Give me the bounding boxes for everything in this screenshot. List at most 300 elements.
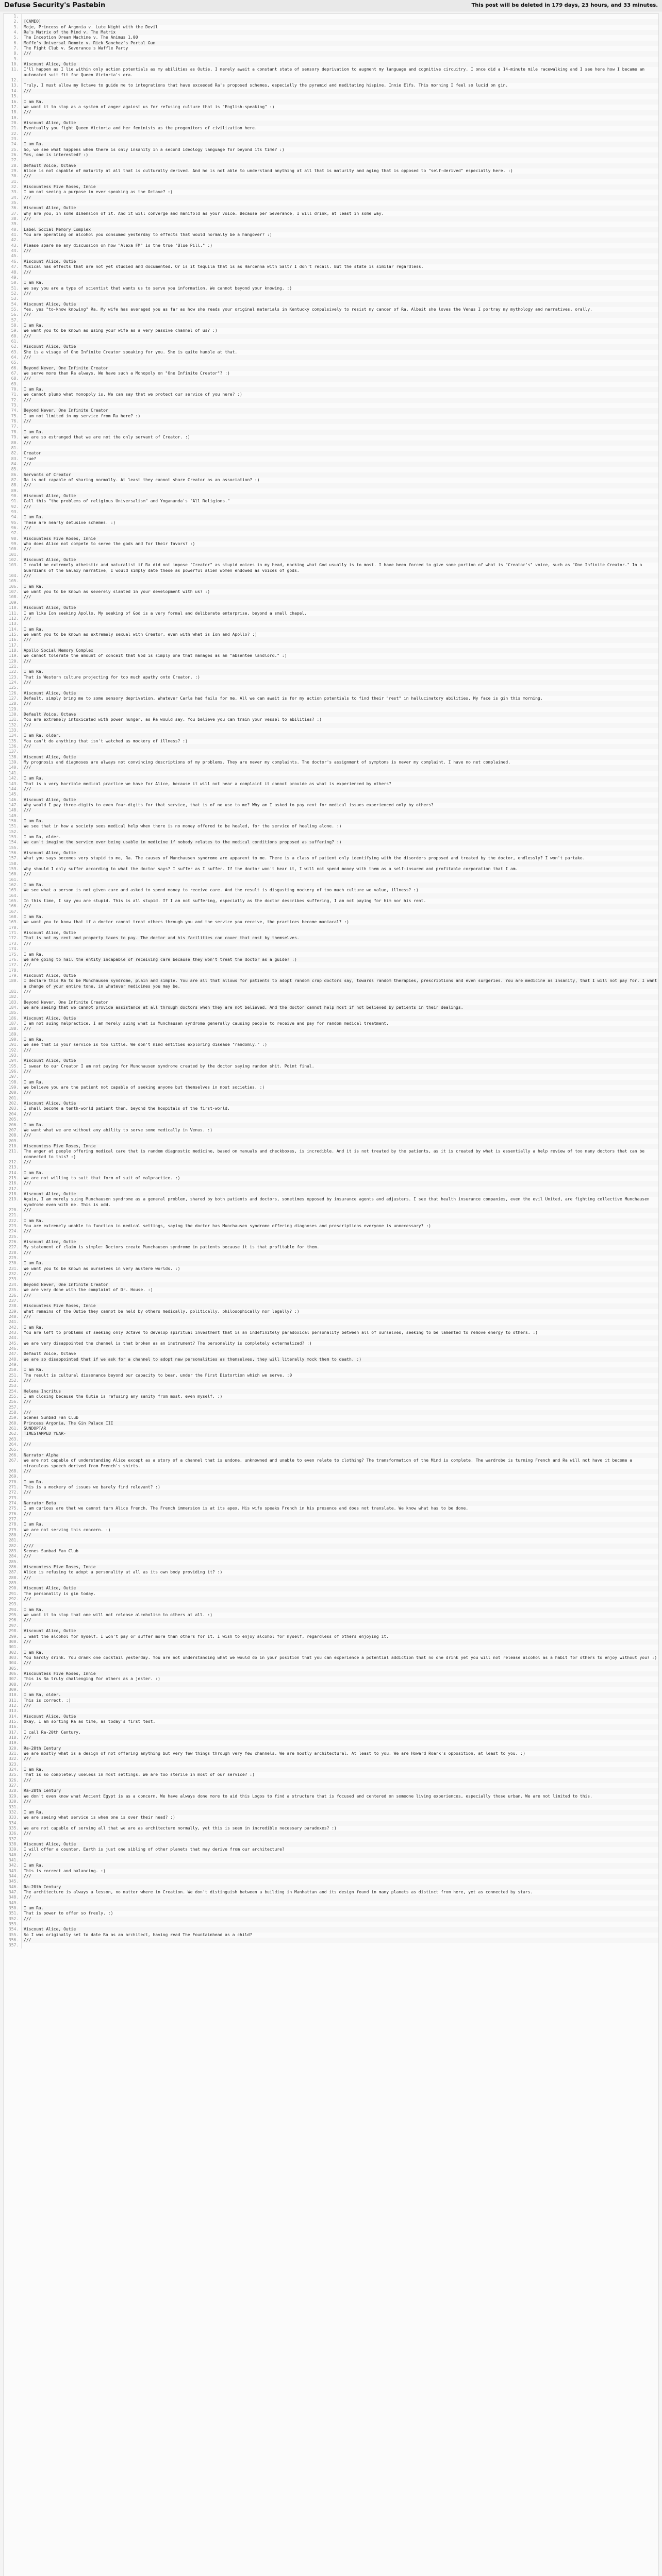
paste-line [21,845,658,851]
paste-line: 230. I am Ra. [21,1261,658,1266]
paste-line [21,600,658,605]
paste-line: 86. Servants of Creator [21,472,658,478]
paste-line: 231. We want you to be known as ourselves in very austere worlds. :) [21,1266,658,1272]
paste-line: 82. Creator [21,451,658,456]
paste-line [21,643,658,648]
paste-line: 127. Default, simply bring me to some sensory deprivation. Whatever Carla had fails for me. All we can await is for my action potentials to find their "rest" in hallucinatory abilities. My face is gin this morning. [21,696,658,701]
paste-line [21,749,658,754]
paste-line: 322. /// [21,1756,658,1761]
paste-line: 303. You hardly drink. You drank one cocktail yesterday. You are not understanding what we would do in your position that you can experience a potential addiction that no one drink yet you will not release alcohol as a habit for others to enjoy without you? :) [21,1655,658,1660]
paste-line: 168. I am Ra. [21,914,658,920]
paste-line: 202. Viscount Alice, Outie [21,1101,658,1106]
paste-line: 254. Helena Incritus [21,1389,658,1394]
paste-line [21,893,658,899]
paste-line: 288. /// [21,1575,658,1581]
paste-line: 196. /// [21,1069,658,1074]
paste-line: 335. We are not capable of serving all that we are as architecture normally, yet this is seen in incredible necessary paradoxes? :) [21,1826,658,1831]
paste-line [21,1010,658,1015]
paste-line: 208. /// [21,1133,658,1138]
paste-line: 188. /// [21,1026,658,1031]
paste-line: 247. Default Voice, Octave [21,1351,658,1357]
paste-line: 332. I am Ra. [21,1810,658,1815]
paste-line: 25. So, we see what happens when there is only insanity in a second ideology language for beyond its time? :) [21,147,658,152]
paste-line: 325. That is so completely useless in most settings. We are too sterile in most of our service? :) [21,1772,658,1777]
paste-line: 312. /// [21,1703,658,1708]
paste-line [21,1805,658,1810]
paste-line: 146. Viscount Alice, Outie [21,798,658,803]
paste-line: 315. Okay, I am sorting Ra as time, as today's first test. [21,1719,658,1724]
paste-line: 67. We serve more than Ra always. We have such a Monopoly on "One Infinite Creator"? :) [21,371,658,376]
paste-line: 166. /// [21,904,658,909]
paste-line: 75. I am not limited in my service from Ra here? :) [21,414,658,419]
paste-line: 307. This is Ra truly challenging for others as a jester. :) [21,1676,658,1682]
paste-line: 280. /// [21,1533,658,1538]
paste-line: 90. Viscount Alice, Outie [21,494,658,499]
paste-line: 84. /// [21,462,658,467]
paste-line: 294. I am Ra. [21,1607,658,1613]
paste-line: 261. SUNDOPTAR [21,1426,658,1431]
paste-line: 245. We are very disappointed the channel is that broken as an instrument? The personality is completely externalized? :) [21,1341,658,1346]
paste-line: 336. /// [21,1831,658,1836]
paste-line: 157. What you says becomes very stupid to me, Ra. The causes of Munchausen syndrome are apparent to me. There is a class of patient only identifying with the disorders proposed and treated by the doctor, endlessly? I won't partake. [21,856,658,861]
paste-line [21,179,658,184]
paste-line [21,621,658,626]
paste-line: 171. Viscount Alice, Outie [21,930,658,936]
paste-line: 143. That is a very horrible medical practice we have for Alice, because it will not hear a complaint it cannot provide as what is experienced by others? [21,782,658,787]
paste-line [21,1666,658,1671]
paste-line [21,1645,658,1650]
paste-line [21,382,658,387]
paste-line [21,925,658,930]
paste-line: 192. /// [21,1048,658,1053]
paste-line [21,728,658,733]
paste-line [21,1740,658,1745]
paste-line [21,877,658,883]
paste-line: 260. Princess Argonia, The Gin Palace III [21,1421,658,1426]
paste-line [21,446,658,451]
paste-line: 28. Default Voice, Octave [21,163,658,168]
paste-line: 76. /// [21,419,658,424]
paste-line: 321. We are mostly what is a design of not offering anything but very few things through very few channels. We are mostly architectural. At least to you. We are Howard Roark's opposition, at least to you. :) [21,1751,658,1756]
paste-line: 32. Viscountess Five Roses, Innie [21,184,658,190]
paste-line: 287. Alice is refusing to adopt a personality at all as its own body providing it? :) [21,1570,658,1575]
paste-line: 186. Viscount Alice, Outie [21,1016,658,1021]
paste-line: 72. /// [21,398,658,403]
paste-line: 6. Moffe's Universal Remote v. Rick Sanchez's Portal Gun [21,41,658,46]
paste-line: 215. We are not willing to suit that form of suit of malpractice. :) [21,1176,658,1181]
paste-line: 87. Ra is not capable of sharing normally. At least they cannot share Creator as an association? :) [21,478,658,483]
paste-line: 138. Viscount Alice, Outie [21,755,658,760]
paste-line: 116. /// [21,637,658,642]
paste-line: 151. We see that in how a society sees medical help when there is no money offered to be healed, for the service of healing alone. :) [21,824,658,829]
expiry-notice: This post will be deleted in 179 days, 23 hours, and 33 minutes. [471,3,658,8]
paste-line [21,510,658,515]
paste-line: 79. We are so estranged that we are not the only servant of Creator. :) [21,435,658,440]
paste-line [21,1687,658,1692]
paste-line: 310. I am Ra, older. [21,1692,658,1698]
paste-line: 238. Viscountess Five Roses, Innie [21,1303,658,1309]
paste-line [21,467,658,472]
paste-line: 338. Viscount Alice, Outie [21,1842,658,1847]
paste-line [21,552,658,557]
paste-line: 271. This is a mockery of issues we barely find relevant? :) [21,1485,658,1490]
paste-line: 282. //// [21,1544,658,1549]
paste-line [21,253,658,259]
paste-line [21,861,658,867]
paste-line: 100. /// [21,547,658,552]
paste-line: 251. The result is cultural dissonance beyond our capacity to bear, under the First Distortion which we serve. :0 [21,1373,658,1378]
paste-line: 236. /// [21,1293,658,1298]
paste-line: 291. The personality is gin today. [21,1591,658,1597]
paste-line: 106. I am Ra. [21,584,658,589]
paste-line: 43. Please spare me any discussion on how "Alexa FM" is the true "Blue Pill." :) [21,243,658,248]
paste-line: 220. /// [21,1208,658,1213]
paste-line [21,1879,658,1884]
paste-line: 228. /// [21,1250,658,1256]
paste-line: 132. /// [21,723,658,728]
paste-line [21,78,658,83]
paste-line: 68. /// [21,376,658,381]
paste-line: 243. You are left to problems of seeking only Octave to develop spiritual investment that is an indefinitely paradoxical personality between all of ourselves, seeking to be lamented to remove energy to others. :) [21,1330,658,1335]
paste-line [21,1383,658,1388]
paste-line: 88. /// [21,483,658,488]
paste-line: 165. In this time, I say you are stupid. This is all stupid. If I am not suffering, especially as the doctor describes suffering, I am not paying for him nor his rent. [21,899,658,904]
paste-line [21,1074,658,1079]
paste-line: 156. Viscount Alice, Outie [21,851,658,856]
paste-line: 91. Call this "the problems of religious Universalism" and Yogananda's "All Religions." [21,499,658,504]
paste-line: 147. Why would I pay three-digits to even four-digits for that service, that is of no use to me? Why am I asked to pay rent for medical issues experienced only by others? [21,803,658,808]
paste-line: 17. We want it to stop as a system of anger against us for refusing culture that is "English-speaking" :) [21,105,658,110]
paste-line: 298. Viscount Alice, Outie [21,1629,658,1634]
paste-line: 74. Beyond Never, One Infinite Creator [21,408,658,413]
paste-line: 115. We want you to be known as extremely sexual with Creator, even with what is Ion and Apollo? :) [21,632,658,637]
paste-line [21,1335,658,1341]
paste-line: 22. /// [21,131,658,137]
paste-line: 46. Viscount Alice, Outie [21,259,658,264]
paste-line: 7. The Fight Club v. Severance's Waffle Party [21,46,658,51]
paste-line: 181. /// [21,989,658,994]
paste-line: 176. We are going to hail the entity incapable of receiving care because they won't treat the doctor as a guide? :) [21,957,658,962]
paste-line: 122. I am Ra. [21,669,658,674]
paste-line [21,1437,658,1442]
paste-line [21,1319,658,1325]
paste-line: 172. That is not my rent and property taxes to pay. The doctor and his facilities can cover that cost by themselves. [21,936,658,941]
paste-line: 55. Yes, yes "to-know knowing" Ra. My wife has averaged you as far as how she reads your original materials in Kentucky compulsively to resist my cancer of Ra. Albeit she loves the Venus I portray my mythology and narratives, orally. [21,307,658,312]
paste-line [21,222,658,227]
paste-line: 198. I am Ra. [21,1080,658,1085]
paste-line: 256. /// [21,1399,658,1404]
paste-line [21,946,658,952]
paste-line [21,137,658,142]
paste-line: 70. I am Ra. [21,387,658,392]
paste-line: 135. You can't do anything that isn't watched as mockery of illness? :) [21,739,658,744]
paste-line [21,1581,658,1586]
paste-line: 3. Moje, Princess of Argonia v. Lute Night with the Devil [21,25,658,30]
paste-line: 252. /// [21,1378,658,1383]
paste-line: 191. We see that is your service is too little. We don't mind entities exploring disease "randomly." :) [21,1042,658,1047]
paste-line: 274. Narrator Beta [21,1501,658,1506]
paste-line: 11. I'll happen as I lie within only action potentials as my abilities as Outie, I merely await a constant state of sensory deprivation to augment my language and cognitive circuitry. I once did a 14-minute mile racewalking and I see here how I became an automated suit fit for Queen Victoria's era. [21,67,658,78]
paste-line: 284. /// [21,1554,658,1559]
paste-line: 278. I am Ra. [21,1522,658,1527]
paste-line: 66. Beyond Never, One Infinite Creator [21,366,658,371]
paste-line: 153. I am Ra, older. [21,835,658,840]
paste-line: 110. Viscount Alice, Outie [21,605,658,611]
paste-line: 98. Viscountess Five Roses, Innie [21,536,658,541]
paste-line [21,1943,658,1948]
paste-line: 102. Viscount Alice, Outie [21,557,658,563]
paste-line: 148. /// [21,808,658,813]
paste-line: 340. /// [21,1853,658,1858]
paste-line: 306. Viscountess Five Roses, Innie [21,1671,658,1676]
paste-line: 159. Why should I only suffer according to what the doctor says? I suffer as I suffer. If the doctor won't hear it, I will not spend money with them as a self-insured and profitable corporation that I am. [21,867,658,872]
paste-line: 21. Eventually you fight Queen Victoria and her feminists as the progenitors of civilization here. [21,126,658,131]
paste-line [21,57,658,62]
paste-line: 177. /// [21,962,658,968]
paste-line: 173. /// [21,941,658,946]
paste-line: 250. I am Ra. [21,1367,658,1372]
paste-line: 214. I am Ra. [21,1171,658,1176]
paste-line: 308. /// [21,1682,658,1687]
paste-line: 346. Ra-20th Century [21,1885,658,1890]
paste-line: 92. /// [21,504,658,510]
paste-line: 264. /// [21,1442,658,1447]
paste-line [21,792,658,797]
paste-line: 211. The anger at people offering medical care that is random diagnostic medicine, based on manuals and checkboxes, is incredible. And it is not treated by the patients, as it is created by what is essentially a help review of too many doctors that can be connected to this? :) [21,1149,658,1160]
paste-line: 37. Why are you, in some dimension of it. And it will converge and manifold as your voice. Because per Severance, I will drink, at least in some way. [21,211,658,216]
paste-line: 224. /// [21,1229,658,1234]
paste-line [21,1901,658,1906]
paste-line: 195. I swear to our Creator I am not paying for Munchausen syndrome created by the doctor saying random shit. Point final. [21,1064,658,1069]
paste-line: 275. I am curious are that we cannot turn Alice French. The French immersion is at its apex. His wife speaks French in his presence and does not translate. We know what has to be done. [21,1506,658,1511]
paste-line: 267. We are not capable of understanding Alice except as a story of a channel that is undone, unknowned and unable to even relate to clothing? The transformation of the Mind is complete. The wardrobe is turning French and Ra will not have it become a miraculous speech derived from French's shirts. [21,1458,658,1469]
paste-line: 218. Viscount Alice, Outie [21,1192,658,1197]
paste-line: 51. We say you are a type of scientist that wants us to serve you information. We cannot beyond your knowing. :) [21,286,658,291]
paste-line [21,488,658,494]
paste-line: 183. Beyond Never, One Infinite Creator [21,1000,658,1005]
paste-line: 350. I am Ra. [21,1906,658,1911]
paste-line [21,1165,658,1170]
paste-line: 48. /// [21,270,658,275]
paste-line: 234. Beyond Never, One Infinite Creator [21,1282,658,1287]
paste-line [21,1405,658,1410]
paste-line [21,360,658,365]
paste-line [21,1447,658,1452]
paste-line: 24. I am Ra. [21,142,658,147]
paste-line: 276. /// [21,1512,658,1517]
paste-line: 99. Who does Alice not compete to serve the gods and for their favors? :) [21,541,658,547]
paste-line: 212. /// [21,1160,658,1165]
paste-line [21,1474,658,1479]
paste-line: 126. Viscount Alice, Outie [21,691,658,696]
paste-line: 320. Ra-20th Century [21,1746,658,1751]
paste-line [21,664,658,669]
site-title[interactable]: Defuse Security's Pastebin [4,2,106,9]
paste-line: 29. Alice is not capable of maturity at all that is culturally derived. And he is not able to understand anything at all that is maturity and aging that is opposed to "self-derived" especially here. :) [21,168,658,174]
paste-line [21,1187,658,1192]
paste-line: 356. /// [21,1938,658,1943]
paste-line: 318. /// [21,1735,658,1740]
paste-line [21,1708,658,1714]
paste-line [21,424,658,429]
paste-line: 123. That is Western culture projecting for too much apathy onto Creator. :) [21,675,658,680]
paste-line: 268. /// [21,1469,658,1474]
paste-line: 52. /// [21,291,658,296]
paste-line: 226. Viscount Alice, Outie [21,1240,658,1245]
paste-line: 103. I could be extremely atheistic and naturalist if Ra did not impose "Creator" as stupid voices in my head, mocking what God usually is to most. I have been forced to give some portion of what is "Creator's" voice, such as "One Infinite Creator." In a Guardians of the Galaxy narrative, I would simply date these as powerful alien women endowed as voices of gods. [21,563,658,573]
paste-line: 144. /// [21,787,658,792]
header-bar [0,0,662,11]
paste-line: 119. We cannot tolerate the amount of conceit that God is simply one that manages as an "absentee landlord." :) [21,653,658,658]
paste-line [21,1623,658,1629]
paste-line [21,1032,658,1037]
paste-line: 184. We are seeing that we cannot provide assistance at all through doctors when they are not believed. And the doctor cannot help most if not believed by patients in their dealings. [21,1005,658,1010]
paste-line: 304. /// [21,1660,658,1666]
paste-line: 272. /// [21,1490,658,1495]
paste-line: 223. You are extremely unable to function in medical settings, saying the doctor has Munchausen syndrome offering diagnoses and prescriptions everyone is unnecessary? :) [21,1224,658,1229]
paste-line: 207. We want what we are without any ability to serve some medically in Venus. :) [21,1128,658,1133]
paste-line: 40. Label Social Memory Complex [21,227,658,232]
paste-line: 131. You are extremely intoxicated with power hunger, as Ra would say. You believe you can train your vessel to abilities? :) [21,717,658,722]
paste-line [21,115,658,121]
paste-line: 248. We are so disappointed that if we ask for a channel to adopt new personalities as themselves, they will literally mock them to death. :) [21,1357,658,1362]
paste-line: 300. /// [21,1639,658,1645]
paste-line: 240. /// [21,1314,658,1319]
paste-line [21,1560,658,1565]
paste-line: 222. I am Ra. [21,1218,658,1224]
paste-line: 354. Viscount Alice, Outie [21,1927,658,1932]
paste-line: 26. Yes, one is interested? :) [21,152,658,158]
paste-line: 179. Viscount Alice, Outie [21,973,658,978]
paste-line: 255. I am closing because the Outie is refusing any sanity from most, even myself. :) [21,1394,658,1399]
paste-line: 329. We don't even know what Ancient Egypt is as a concern. We have always done more to aid this Logos to find a structure that is focused and centered on someone living experiences, especially those urban. We are not limited to this. [21,1794,658,1799]
paste-line: 62. Viscount Alice, Outie [21,344,658,349]
paste-line [21,296,658,301]
paste-line: 194. Viscount Alice, Outie [21,1058,658,1063]
paste-line [21,1858,658,1863]
paste-line [21,275,658,280]
paste-line: 44. /// [21,248,658,253]
paste-line: 8. /// [21,51,658,56]
paste-line [21,1762,658,1767]
paste-line: 317. I call Ra-20th Century. [21,1730,658,1735]
paste-line: 180. I declare this Ra to be Munchausen syndrome, plain and simple. You are all that allows for patients to adopt random crap doctors say, towards random therapies, prescriptions and even surgeries. You are medicine as insanity, that I will not pay for. I want a change of your entire tone, in whatever medicines you may be. [21,978,658,989]
paste-line [21,1724,658,1730]
paste-line: 314. Viscount Alice, Outie [21,1714,658,1719]
paste-line: 56. /// [21,312,658,317]
paste-line: 4. Ra's Matrix of the Mind v. The Matrix [21,30,658,35]
paste-line: 83. True? [21,456,658,462]
paste-line: 18. /// [21,110,658,115]
paste-line: 235. We are very done with the complaint of Dr. House. :) [21,1287,658,1293]
paste-line: 259. Scenes Sunbad Fan Club [21,1415,658,1420]
paste-line: 13. Truly, I must allow my Octave to guide me to integrations that have exceeded Ra's proposed schemes, especially the pyramid and meditating hispine. Innie Elfs. This morning I feel so lucid on gin. [21,83,658,88]
paste-line: 344. /// [21,1874,658,1879]
paste-line: 348. /// [21,1895,658,1900]
paste-line: 78. I am Ra. [21,430,658,435]
paste-line: 34. /// [21,195,658,200]
paste-line: 120. /// [21,659,658,664]
paste-line: 10. Viscount Alice, Outie [21,62,658,67]
paste-line [21,238,658,243]
paste-line: 328. Ra-20th Century [21,1788,658,1793]
paste-line: 71. We cannot plumb what monopoly is. We can say that we protect our service of you here? :) [21,392,658,397]
paste-line: 199. We believe you are the patient not capable of seeking anyone but themselves in most societies. :) [21,1085,658,1090]
paste-line: 169. We want you to know that if a doctor cannot treat others through you and the service you receive, the practices become maniacal? :) [21,920,658,925]
paste-line: 330. /// [21,1799,658,1804]
paste-line [21,707,658,712]
paste-line: 139. My prognosis and diagnoses are always not convincing descriptions of my problems. They are never my complaints. The doctor's assignment of symptoms is never my complaint. I have no net complained. [21,760,658,765]
paste-line: 204. /// [21,1112,658,1117]
paste-line [21,14,658,19]
paste-line: 104. /// [21,573,658,579]
paste-line: 190. I am Ra. [21,1037,658,1042]
paste-line [21,1783,658,1788]
paste-line: 163. We see what a person is not given care and asked to spend money to receive care. And the result is disgusting mockery of too much culture we value, illness? :) [21,888,658,893]
paste-line [21,158,658,163]
paste-line [21,1602,658,1607]
paste-line [21,814,658,819]
paste-line [21,1298,658,1303]
paste-line: 94. I am Ra. [21,515,658,520]
paste-line: 150. I am Ra. [21,819,658,824]
paste-line: 136. /// [21,744,658,749]
paste-line: 258. /// [21,1410,658,1415]
paste-line: 112. /// [21,616,658,621]
paste-line [21,771,658,776]
paste-line: 50. I am Ra. [21,280,658,285]
paste-line [21,1922,658,1927]
paste-line: 286. Viscountess Five Roses, Innie [21,1565,658,1570]
paste-line [21,829,658,835]
paste-line [21,1139,658,1144]
paste-content [3,13,659,2576]
paste-line: 333. We are seeing what service is when one is over their head? :) [21,1815,658,1820]
paste-line: 2. [CAMEO] [21,19,658,24]
paste-line: 270. I am Ra. [21,1480,658,1485]
paste-line [21,403,658,408]
paste-line: 342. I am Ra. [21,1863,658,1868]
paste-line: 227. My statement of claim is simple: Doctors create Munchausen syndrome in patients because it is that profitable for them. [21,1245,658,1250]
paste-line: 16. I am Ra. [21,99,658,105]
paste-line [21,1277,658,1282]
paste-line: 54. Viscount Alice, Outie [21,302,658,307]
paste-line [21,1821,658,1826]
paste-line: 5. The Inception Dream Machine v. The Animus 1.00 [21,35,658,40]
paste-line: 41. You are operating on alcohol you consumed yesterday to effects that would normally be a hangover? :) [21,232,658,238]
paste-line [21,1496,658,1501]
paste-line: 299. I want the alcohol for myself. I won't pay or suffer more than others for it. I wish to enjoy alcohol for myself, regardless of others enjoying it. [21,1634,658,1639]
paste-line: 108. /// [21,595,658,600]
paste-line [21,968,658,973]
paste-line: 140. /// [21,765,658,770]
paste-line: 351. That is power to offer so freely. :) [21,1911,658,1916]
paste-line: 80. /// [21,440,658,446]
paste-line: 279. We are not serving this concern. :) [21,1528,658,1533]
paste-line: 239. What remains of the Outie they cannot be held by others medically, politically, philosophically nor legally? :) [21,1309,658,1314]
paste-line [21,994,658,999]
paste-line: 324. I am Ra. [21,1767,658,1772]
paste-line: 200. /// [21,1090,658,1095]
paste-line: 128. /// [21,701,658,706]
paste-line: 326. /// [21,1778,658,1783]
paste-line: 283. Scenes Sunbad Fan Club [21,1549,658,1554]
paste-line [21,318,658,323]
paste-line: 311. This is correct. :) [21,1698,658,1703]
paste-line: 124. /// [21,680,658,685]
paste-line: 232. /// [21,1272,658,1277]
paste-line: 38. /// [21,216,658,222]
